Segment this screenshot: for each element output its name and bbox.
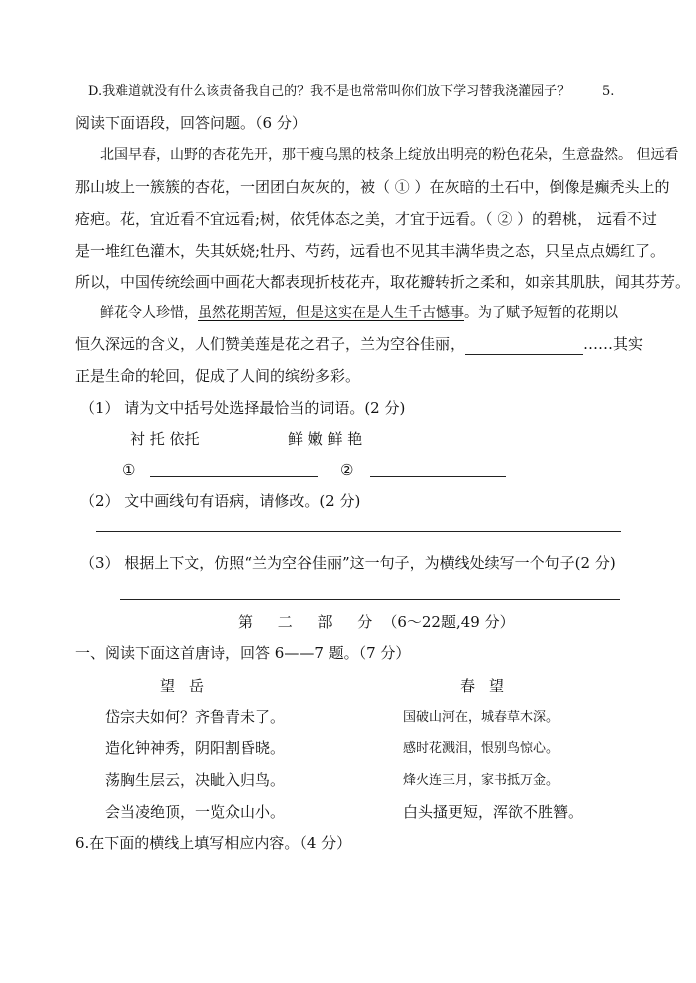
part2-heading	[238, 612, 515, 632]
question-6: 6.在下面的横线上填写相应内容。（4 分）	[75, 834, 352, 852]
poem2-line-2: 感时花溅泪，恨别鸟惊心。	[403, 741, 560, 756]
answer-line-sub2[interactable]	[96, 531, 621, 532]
passage-line-1: 北国早春，山野的杏花先开，那干瘦乌黑的枝条上绽放出明亮的粉色花朵，生意盎然。 但远看	[100, 147, 679, 163]
answer-line-2[interactable]	[370, 476, 506, 477]
fill-in-blank[interactable]	[465, 334, 583, 355]
poem2-line-4: 白头搔更短，浑欲不胜簪。	[403, 803, 584, 821]
q5-intro: 阅读下面语段，回答问题。（6 分）	[75, 114, 307, 132]
poem1-line-2: 造化钟神秀，阴阳割昏晓。	[105, 739, 286, 757]
passage-line-3: 疮疤。花，宜近看不宜远看;树，依凭体态之美，才宜于远看。（ ② ）的碧桃， 远看不过	[75, 210, 657, 228]
poem1-line-1: 岱宗夫如何？齐鲁青未了。	[105, 708, 286, 726]
passage2-text: 恒久深远的含义，人们赞美莲是花之君子，兰为空谷佳丽，	[75, 335, 466, 353]
options-group-a: 衬 托 依托	[130, 430, 200, 448]
sub-question-3: （3） 根据上下文，仿照“兰为空谷佳丽”这一句子，为横线处续写一个句子(2 分)	[80, 554, 616, 572]
passage2-line-1	[100, 303, 618, 323]
sub-question-2: （2） 文中画线句有语病，请修改。(2 分)	[80, 492, 361, 510]
sub-question-1: （1） 请为文中括号处选择最恰当的词语。(2 分)	[80, 399, 406, 417]
passage2-text: ……其实	[583, 335, 644, 353]
answer-line-sub3[interactable]	[120, 599, 620, 600]
passage-line-5: 所以，中国传统绘画中画花大都表现折枝花卉，取花瓣转折之柔和，如亲其肌肤，闻其芬芳。	[75, 273, 691, 291]
poem2-line-1: 国破山河在，城春草木深。	[403, 710, 560, 725]
answer-mark-2: ②	[340, 461, 354, 479]
poem1-line-3: 荡胸生层云，决眦入归鸟。	[105, 771, 286, 789]
poem1-line-4: 会当凌绝顶，一览众山小。	[105, 803, 286, 821]
passage-line-4: 是一堆红色灌木，失其妖娆;牡丹、芍药，远看也不见其丰满华贵之态，只呈点点嫣红了。	[75, 242, 666, 260]
q4-option-d: D.我难道就没有什么该责备我自己的？我不是也常常叫你们放下学习替我浇灌园子？	[88, 84, 571, 99]
passage2-text: 。为了赋予短暂的花期以	[464, 305, 618, 321]
options-group-b: 鲜 嫩 鲜 艳	[288, 430, 363, 448]
part2-title: 第 二 部 分	[238, 613, 383, 631]
poem2-title: 春望	[460, 677, 519, 695]
q5-number: 5.	[602, 84, 615, 99]
passage2-text: 鲜花令人珍惜，	[100, 305, 198, 321]
passage2-line-3: 正是生命的轮回，促成了人间的缤纷多彩。	[75, 367, 361, 385]
poem2-line-3: 烽火连三月，家书抵万金。	[403, 773, 560, 788]
answer-line-1[interactable]	[150, 476, 318, 477]
passage-line-2: 那山坡上一簇簇的杏花，一团团白灰灰的，被（ ① ）在灰暗的土石中，倒像是癫秃头上的	[75, 178, 670, 196]
passage2-line-2	[75, 334, 643, 355]
answer-mark-1: ①	[122, 461, 136, 479]
part2-info: （6～22题,49 分）	[382, 613, 515, 631]
poem1-title: 望岳	[160, 677, 219, 695]
underlined-sentence: 虽然花期苦短，但是这实在是人生千古憾事	[198, 305, 464, 321]
section1-intro: 一、阅读下面这首唐诗，回答 6——7 题。（7 分）	[75, 644, 411, 662]
